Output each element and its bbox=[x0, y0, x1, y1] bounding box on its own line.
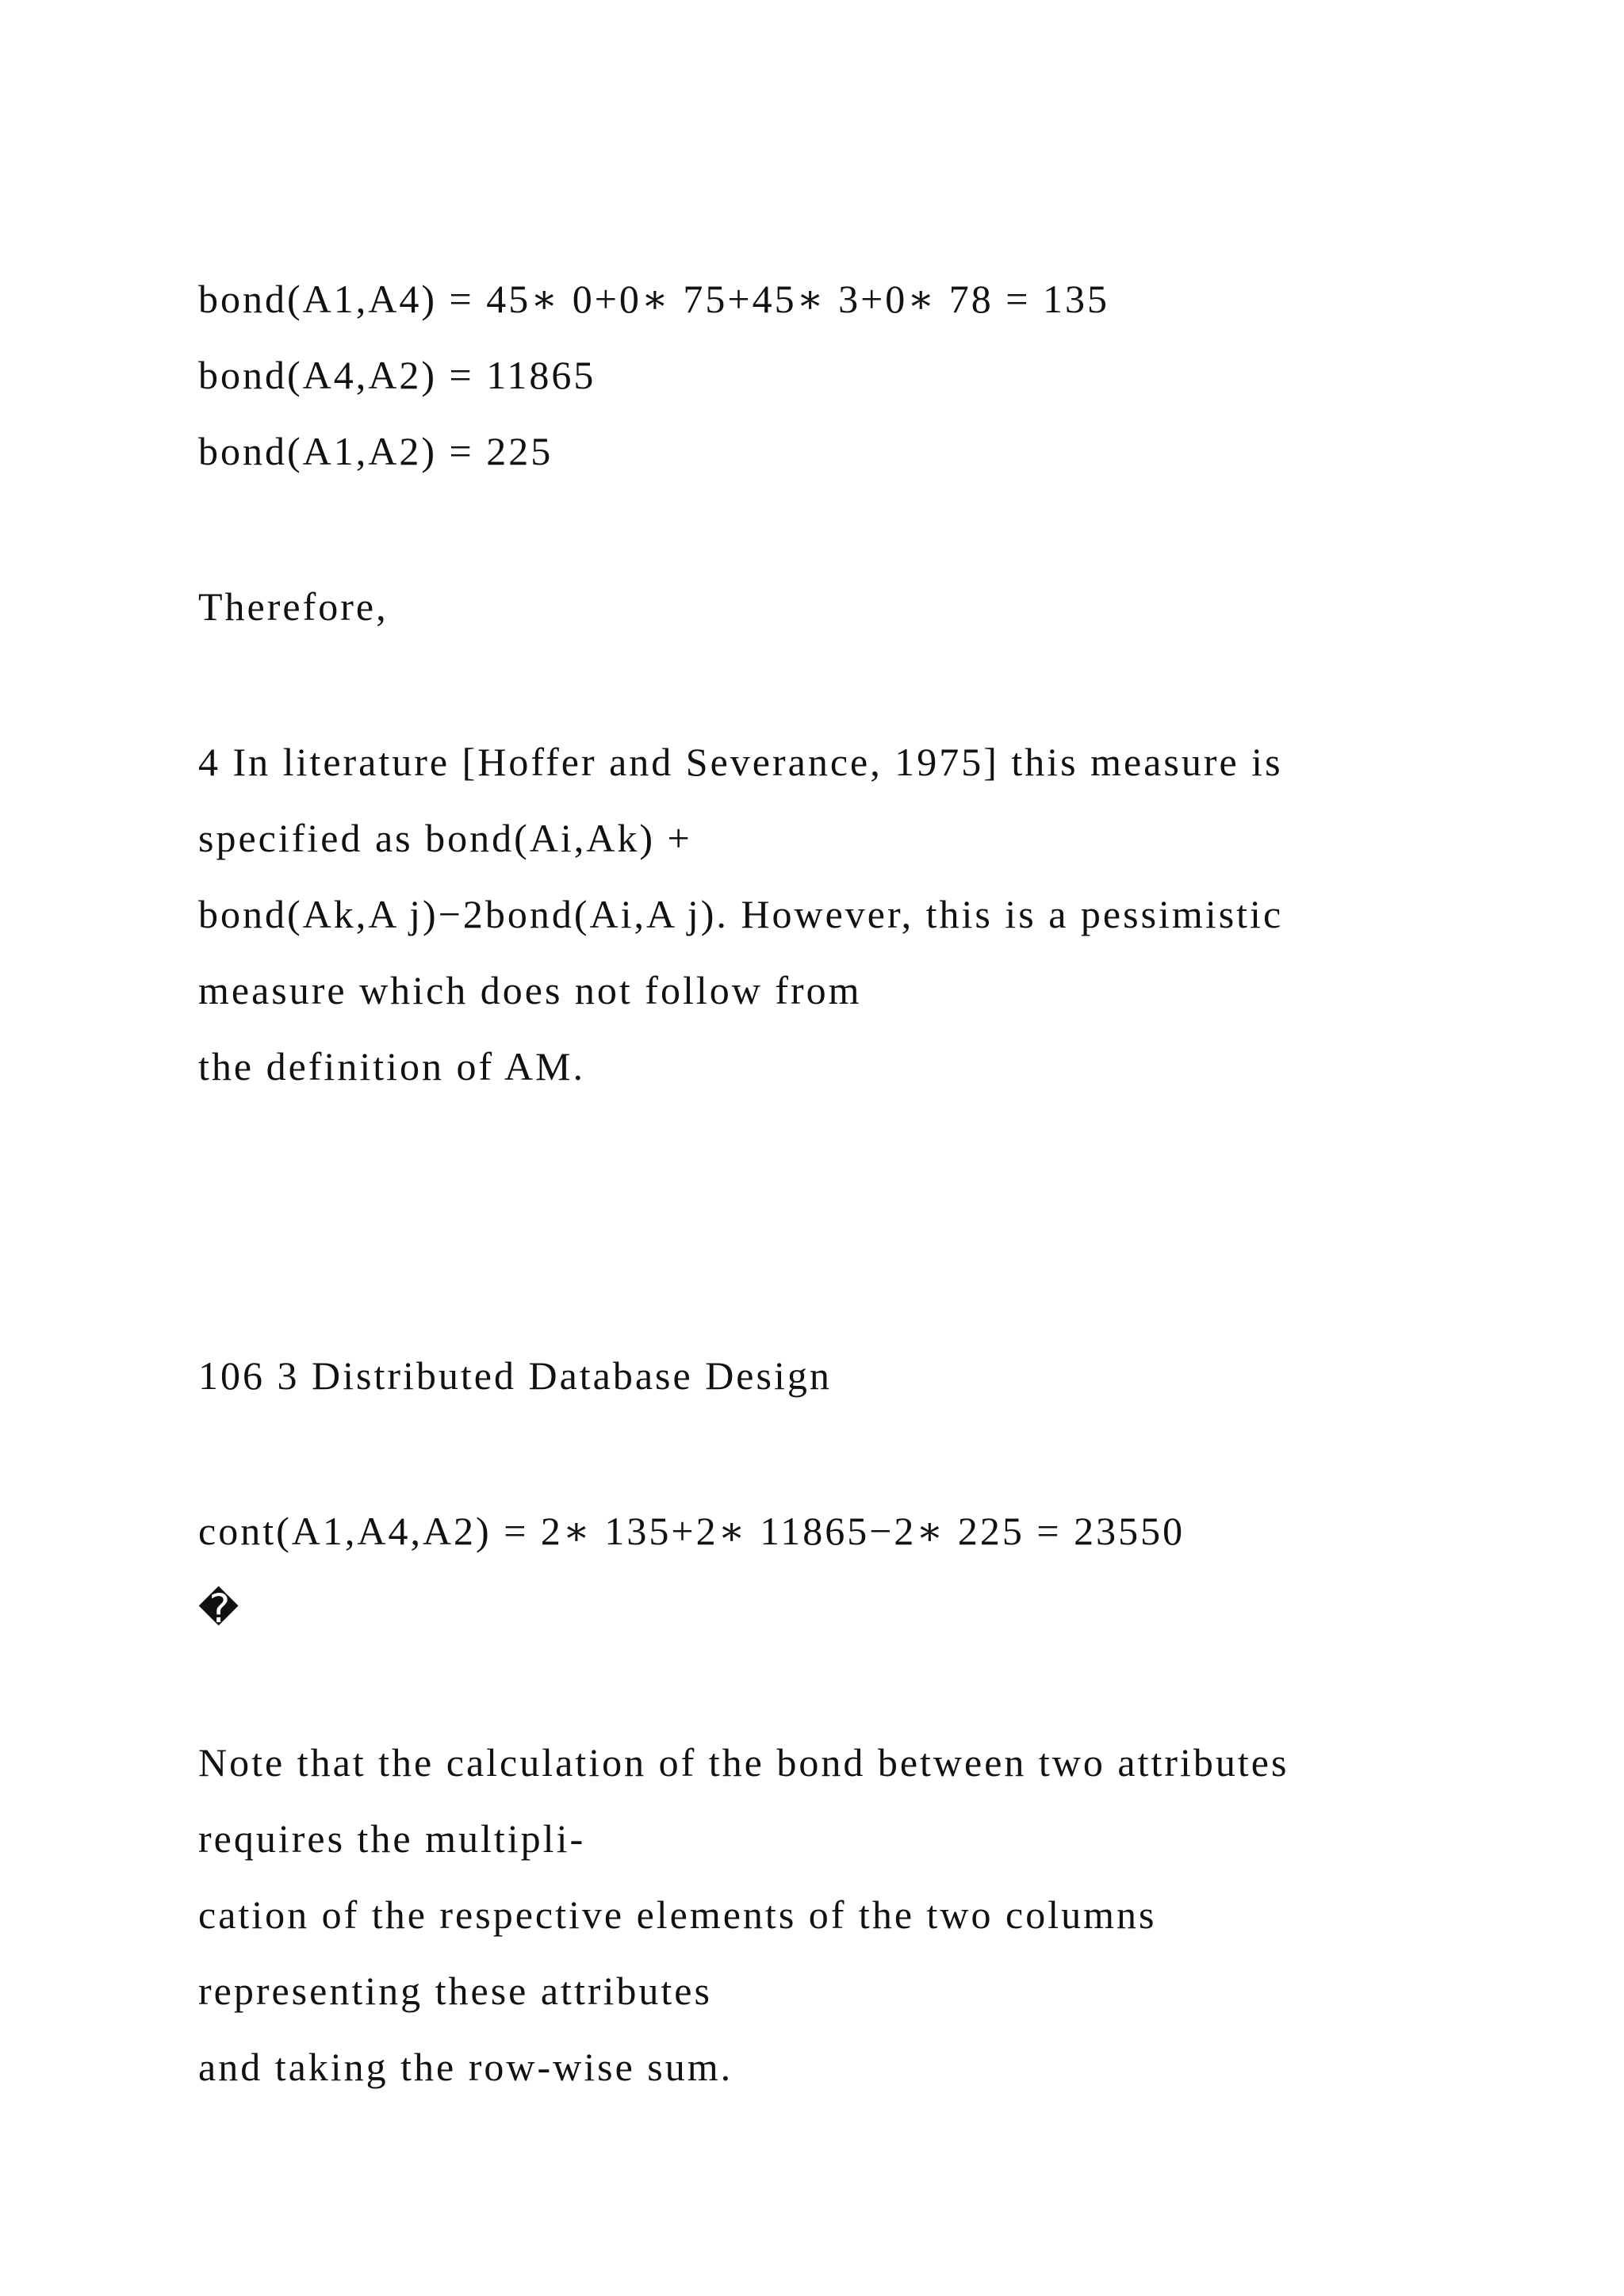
footnote-line-5: the definition of AM. bbox=[198, 1044, 585, 1089]
footnote-line-2: specified as bond(Ai,Ak) + bbox=[198, 816, 692, 860]
replacement-glyph: � bbox=[198, 1586, 242, 1632]
bond-a4-a2-equation: bond(A4,A2) = 11865 bbox=[198, 353, 596, 397]
bond-a1-a2-equation: bond(A1,A2) = 225 bbox=[198, 429, 553, 473]
note-line-2: requires the multipli- bbox=[198, 1816, 586, 1861]
note-line-3: cation of the respective elements of the two columns bbox=[198, 1892, 1157, 1937]
cont-equation: cont(A1,A4,A2) = 2∗ 135+2∗ 11865−2∗ 225 = 23550 bbox=[198, 1509, 1185, 1553]
footnote-line-3: bond(Ak,A j)−2bond(Ai,A j). However, this is a pessimistic bbox=[198, 892, 1284, 936]
note-line-4: representing these attributes bbox=[198, 1969, 712, 2013]
bond-a1-a4-equation: bond(A1,A4) = 45∗ 0+0∗ 75+45∗ 3+0∗ 78 = 135 bbox=[198, 277, 1109, 321]
therefore-text: Therefore, bbox=[198, 584, 389, 629]
footnote-line-1: 4 In literature [Hoffer and Severance, 1975] this measure is bbox=[198, 740, 1283, 784]
note-line-5: and taking the row-wise sum. bbox=[198, 2045, 733, 2089]
footnote-line-4: measure which does not follow from bbox=[198, 968, 862, 1012]
note-line-1: Note that the calculation of the bond between two attributes bbox=[198, 1740, 1289, 1785]
page-header: 106 3 Distributed Database Design bbox=[198, 1353, 832, 1398]
